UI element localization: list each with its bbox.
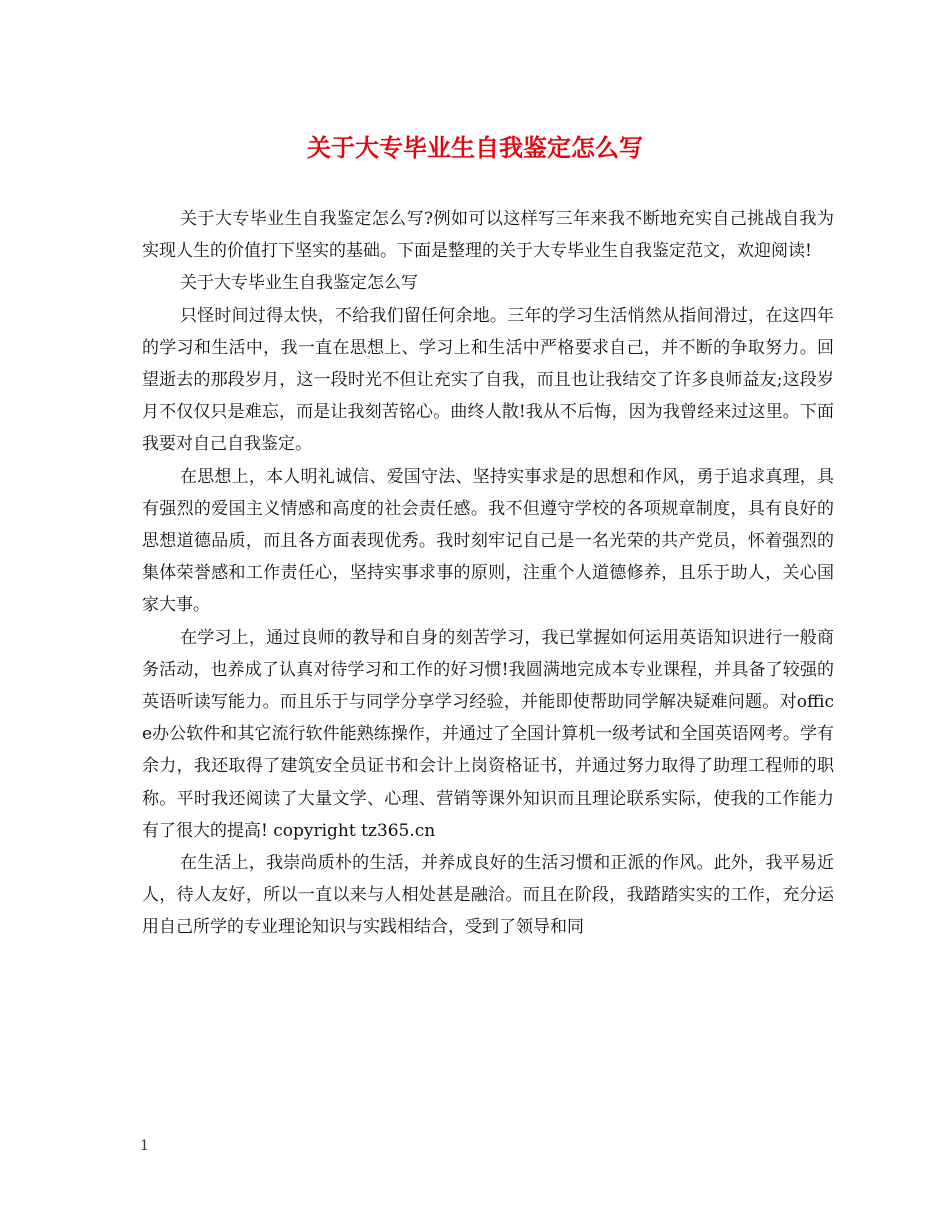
document-title: 关于大专毕业生自我鉴定怎么写 (307, 133, 643, 162)
paragraph-ideology: 在思想上，本人明礼诚信、爱国守法、坚持实事求是的思想和作风，勇于追求真理，具有强烈的爱国主义情感和高度的社会责任感。我不但遵守学校的各项规章制度，具有良好的思想道德品质，而且各方面表现优秀。我时刻牢记自己是一名光荣的共产党员，怀着强烈的集体荣誉感和工作责任心，坚持实事求事的原则，注重个人道德修养，且乐于助人，关心国家大事。 (142, 466, 834, 616)
paragraph-study: 在学习上，通过良师的教导和自身的刻苦学习，我已掌握如何运用英语知识进行一般商务活动，也养成了认真对待学习和工作的好习惯!我圆满地完成本专业课程，并具备了较强的英语听读写能力。而且乐于与同学分享学习经验，并能即使帮助同学解决疑难问题。对office办公软件和其它流行软件能熟练操作，并通过了全国计算机一级考试和全国英语网考。学有余力，我还取得了建筑安全员证书和会计上岗资格证书，并通过努力取得了助理工程师的职称。平时我还阅读了大量文学、心理、营销等课外知识而且理论联系实际，使我的工作能力有了很大的提高! copyright tz365.cn (142, 627, 834, 841)
paragraph-intro: 关于大专毕业生自我鉴定怎么写?例如可以这样写三年来我不断地充实自己挑战自我为实现人生的价值打下坚实的基础。下面是整理的关于大专毕业生自我鉴定范文，欢迎阅读! (142, 209, 834, 262)
paragraph-subheading: 关于大专毕业生自我鉴定怎么写 (180, 273, 418, 294)
paragraph-life: 在生活上，我崇尚质朴的生活，并养成良好的生活习惯和正派的作风。此外，我平易近人，待人友好，所以一直以来与人相处甚是融洽。而且在阶段，我踏踏实实的工作，充分运用自己所学的专业理论知识与实践相结合，受到了领导和同 (142, 853, 834, 938)
document-body (142, 203, 834, 944)
page-number: 1 (140, 1138, 149, 1154)
paragraph-opening: 只怪时间过得太快，不给我们留任何余地。三年的学习生活悄然从指间滑过，在这四年的学习和生活中，我一直在思想上、学习上和生活中严格要求自己，并不断的争取努力。回望逝去的那段岁月，这一段时光不但让充实了自我，而且也让我结交了许多良师益友;这段岁月不仅仅只是难忘，而是让我刻苦铭心。曲终人散!我从不后悔，因为我曾经来过这里。下面我要对自己自我鉴定。 (142, 305, 834, 455)
